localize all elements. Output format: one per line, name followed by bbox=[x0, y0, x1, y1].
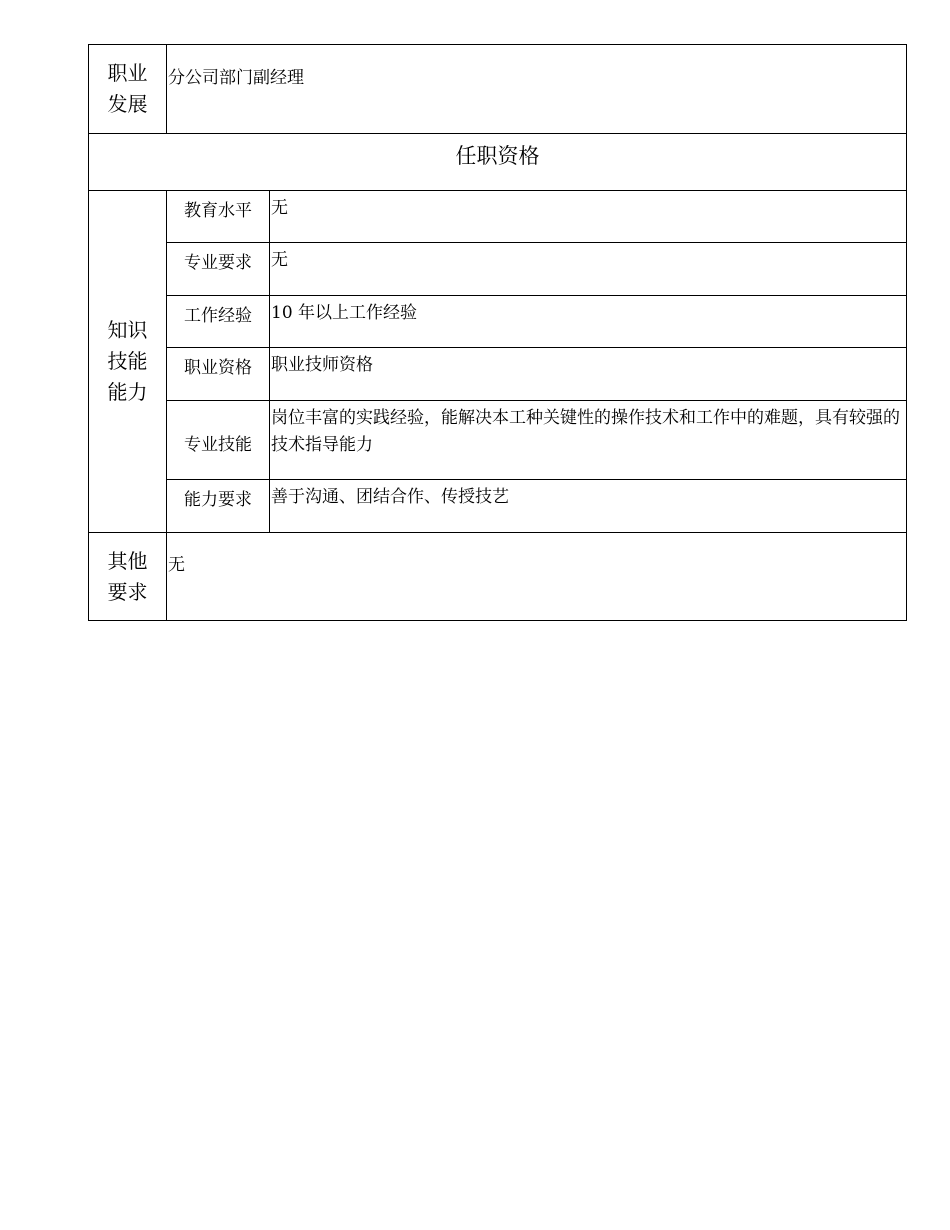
experience-value: 10 年以上工作经验 bbox=[270, 296, 907, 348]
knowledge-label: 知识 技能 能力 bbox=[89, 191, 167, 533]
ability-label: 能力要求 bbox=[167, 480, 270, 533]
skills-value: 岗位丰富的实践经验，能解决本工种关键性的操作技术和工作中的难题，具有较强的技术指导能力 bbox=[270, 401, 907, 480]
table-row bbox=[89, 191, 907, 243]
section-header-row bbox=[89, 134, 907, 191]
other-row bbox=[89, 533, 907, 621]
qualification-value: 职业技师资格 bbox=[270, 348, 907, 401]
table-row bbox=[89, 296, 907, 348]
career-label: 职业 发展 bbox=[89, 45, 167, 134]
ability-value: 善于沟通、团结合作、传授技艺 bbox=[270, 480, 907, 533]
career-value: 分公司部门副经理 bbox=[167, 45, 907, 134]
skills-label: 专业技能 bbox=[167, 401, 270, 480]
table-row bbox=[89, 480, 907, 533]
career-row bbox=[89, 45, 907, 134]
qualification-label: 职业资格 bbox=[167, 348, 270, 401]
major-value: 无 bbox=[270, 243, 907, 296]
other-label: 其他 要求 bbox=[89, 533, 167, 621]
job-qualification-table bbox=[88, 44, 907, 621]
experience-label: 工作经验 bbox=[167, 296, 270, 348]
table-row bbox=[89, 243, 907, 296]
table-row bbox=[89, 348, 907, 401]
major-label: 专业要求 bbox=[167, 243, 270, 296]
other-value: 无 bbox=[167, 533, 907, 621]
table-row bbox=[89, 401, 907, 480]
education-value: 无 bbox=[270, 191, 907, 243]
section-title: 任职资格 bbox=[89, 134, 907, 191]
education-label: 教育水平 bbox=[167, 191, 270, 243]
